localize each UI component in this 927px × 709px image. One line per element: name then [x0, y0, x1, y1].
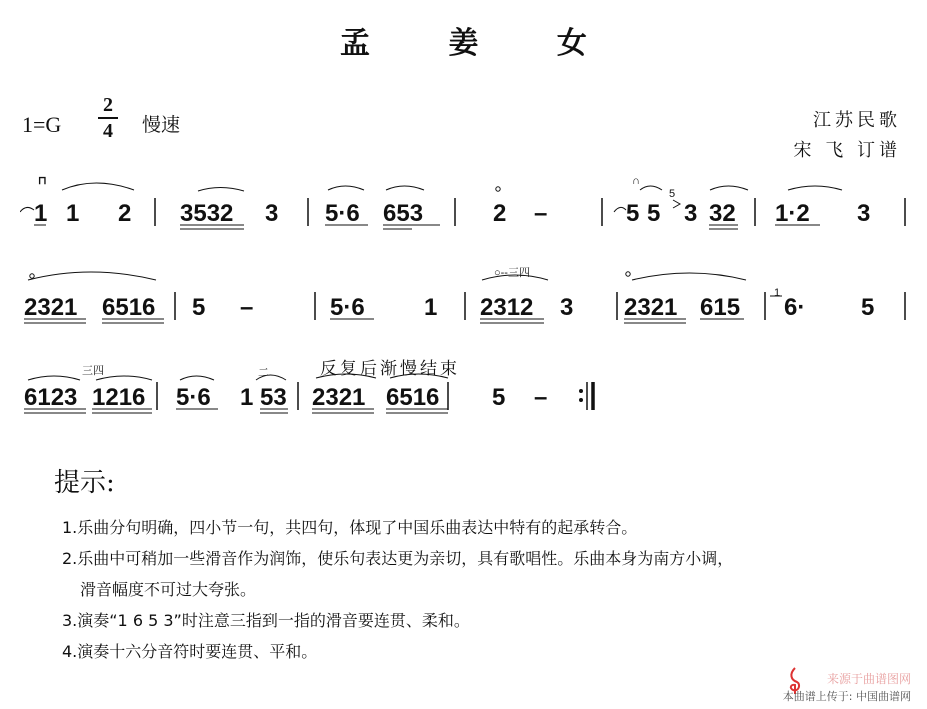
fingering-mark: ⊓ [38, 175, 47, 187]
svg-text:53: 53 [260, 384, 287, 411]
score-line-2 [20, 262, 908, 362]
svg-text:–: – [534, 384, 548, 411]
svg-text:6·: 6· [784, 294, 806, 321]
svg-text:6516: 6516 [102, 294, 156, 321]
arranger-credit: 宋 飞 订谱 [793, 140, 901, 161]
svg-text:3: 3 [560, 294, 574, 321]
hint-item: 1.乐曲分句明确，四小节一句，共四句，体现了中国乐曲表达中特有的起承转合。 [62, 518, 638, 537]
svg-text:–: – [240, 294, 254, 321]
svg-text:2321: 2321 [24, 294, 78, 321]
watermark-upload: 本曲谱上传于: 中国曲谱网 [782, 690, 911, 703]
svg-text:5: 5 [192, 294, 206, 321]
watermark-source: 来源于曲谱图网 [826, 672, 911, 686]
repeat-instruction: 反复后渐慢结束 [320, 359, 460, 379]
svg-text:5: 5 [861, 294, 875, 321]
hints-list [62, 512, 733, 667]
svg-text:5·6: 5·6 [176, 384, 211, 411]
svg-text:2312: 2312 [480, 294, 534, 321]
svg-text:5·6: 5·6 [330, 294, 365, 321]
svg-text:1216: 1216 [92, 384, 146, 411]
svg-text:3: 3 [684, 200, 698, 227]
svg-text:1: 1 [424, 294, 438, 321]
svg-text:615: 615 [700, 294, 741, 321]
fingering-mark: 二 [258, 367, 269, 379]
svg-text:3: 3 [857, 200, 871, 227]
page-title: 孟 姜 女 [340, 26, 621, 61]
svg-text:2: 2 [118, 200, 132, 227]
hints-heading: 提示: [54, 468, 115, 498]
time-signature [98, 94, 118, 142]
score-line-3 [20, 352, 908, 452]
fingering-mark: ○--三四 [494, 267, 530, 279]
svg-text:6516: 6516 [386, 384, 440, 411]
svg-text:5: 5 [492, 384, 506, 411]
svg-text:3: 3 [265, 200, 279, 227]
svg-text:5: 5 [647, 200, 661, 227]
svg-text:3532: 3532 [180, 200, 234, 227]
svg-text:5: 5 [669, 188, 676, 200]
svg-text:6123: 6123 [24, 384, 78, 411]
hint-item: 3.演奏“1 6 5 3”时注意三指到一指的滑音要连贯、柔和。 [62, 611, 470, 630]
time-top: 2 [103, 94, 113, 116]
svg-text:5: 5 [626, 200, 640, 227]
time-divider [98, 117, 118, 119]
fingering-mark: ∩ [632, 175, 640, 187]
svg-text:653: 653 [383, 200, 424, 227]
hint-item: 4.演奏十六分音符时要连贯、平和。 [62, 642, 318, 661]
svg-text:1: 1 [34, 200, 48, 227]
svg-text:2321: 2321 [312, 384, 366, 411]
svg-text:2321: 2321 [624, 294, 678, 321]
hint-item: 2.乐曲中可稍加一些滑音作为润饰，使乐句表达更为亲切，具有歌唱性。乐曲本身为南方小调， [62, 549, 734, 568]
time-bottom: 4 [103, 120, 113, 142]
svg-text:2: 2 [493, 200, 507, 227]
svg-text:–: – [534, 200, 548, 227]
key-signature: 1=G [22, 112, 62, 137]
svg-text:32: 32 [709, 200, 736, 227]
svg-text:1: 1 [240, 384, 254, 411]
svg-text:1·2: 1·2 [775, 200, 810, 227]
svg-text:1: 1 [774, 287, 781, 299]
tempo-marking: 慢速 [142, 114, 181, 136]
score-line-1 [20, 168, 908, 268]
hint-item: 滑音幅度不可过大夸张。 [80, 580, 257, 599]
origin-credit: 江苏民歌 [813, 110, 901, 131]
svg-text:5·6: 5·6 [325, 200, 360, 227]
svg-text:1: 1 [66, 200, 80, 227]
fingering-mark: 三四 [82, 365, 104, 377]
